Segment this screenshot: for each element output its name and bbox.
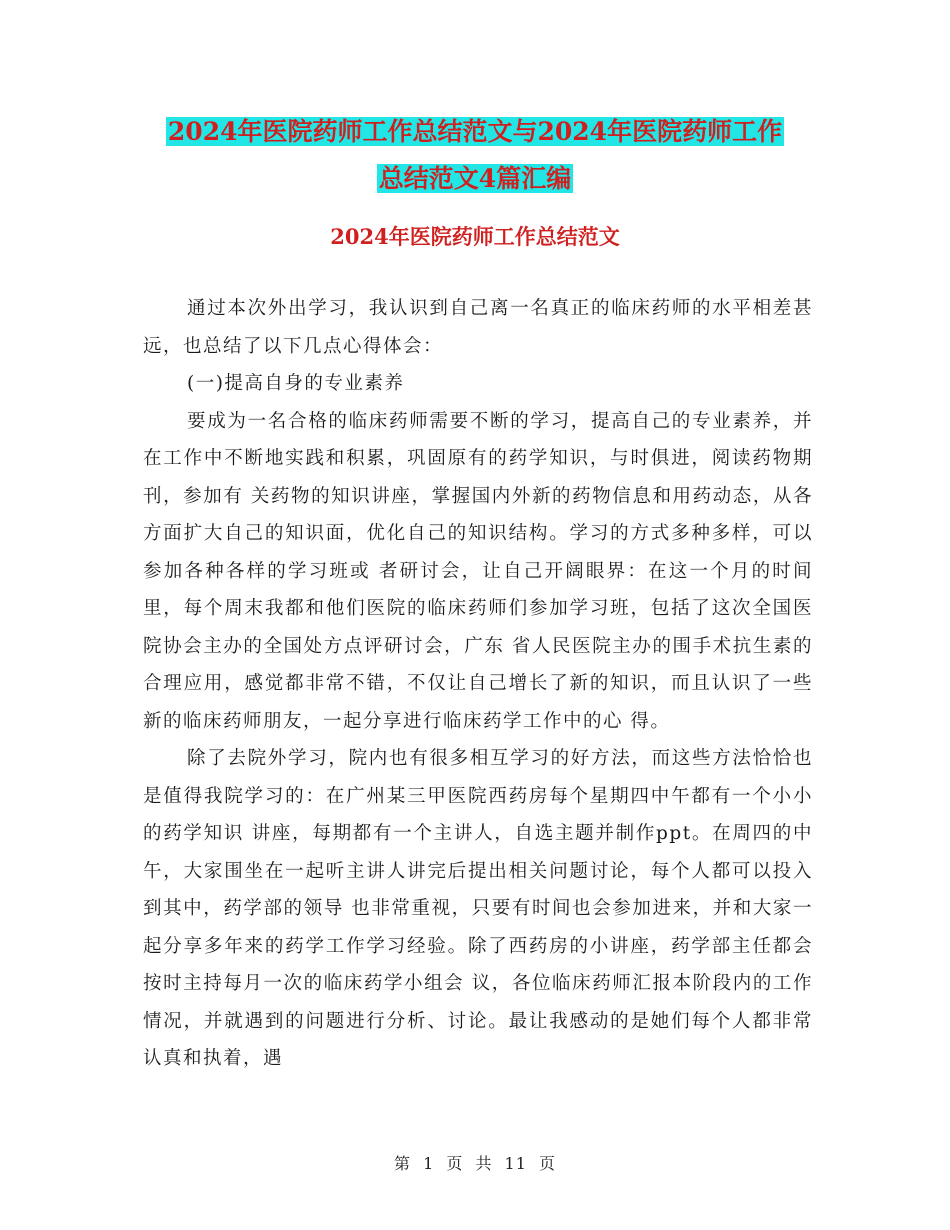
document-title [0, 108, 950, 202]
page-footer: 第 1 页 共 11 页 [394, 1154, 556, 1173]
paragraph-3: 除了去院外学习，院内也有很多相互学习的好方法，而这些方法恰恰也是值得我院学习的：在广州某三甲医院西药房每个星期四中午都有一个小小的药学知识 讲座，每期都有一个主讲人，自选主题并制作ppt。在周四的中午，大家围坐在一起听主讲人讲完后提出相关问题讨论，每个人都可以投入到其中，药学部的领导 也非常重视，只要有时间也会参加进来，并和大家一起分享多年来的药学工作学习经验。除了西药房的小讲座，药学部主任都会按时主持每月一次的临床药学小组会 议，各位临床药师汇报本阶段内的工作情况，并就遇到的问题进行分析、讨论。最让我感动的是她们每个人都非常认真和执着，遇 [143, 748, 813, 1069]
subheading-1: (一)提高自身的专业素养 [187, 373, 405, 394]
paragraph-2: 要成为一名合格的临床药师需要不断的学习，提高自己的专业素养，并在工作中不断地实践和积累，巩固原有的药学知识，与时俱进，阅读药物期刊，参加有 关药物的知识讲座，掌握国内外新的药物信息和用药动态，从各方面扩大自己的知识面，优化自己的知识结构。学习的方式多种多样，可以参加各种各样的学习班或 者研讨会，让自己开阔眼界：在这一个月的时间里，每个周末我都和他们医院的临床药师们参加学习班，包括了这次全国医院协会主办的全国处方点评研讨会，广东 省人民医院主办的围手术抗生素的合理应用，感觉都非常不错，不仅让自己增长了新的知识，而且认识了一些新的临床药师朋友，一起分享进行临床药学工作中的心 得。 [143, 410, 813, 732]
paragraph-intro: 通过本次外出学习，我认识到自己离一名真正的临床药师的水平相差甚远，也总结了以下几点心得体会： [143, 298, 813, 357]
section-title: 2024年医院药师工作总结范文 [330, 224, 620, 249]
title-line-2: 总结范文4篇汇编 [378, 164, 572, 193]
document-body [143, 290, 813, 1078]
title-line-1: 2024年医院药师工作总结范文与2024年医院药师工作 [167, 117, 783, 146]
